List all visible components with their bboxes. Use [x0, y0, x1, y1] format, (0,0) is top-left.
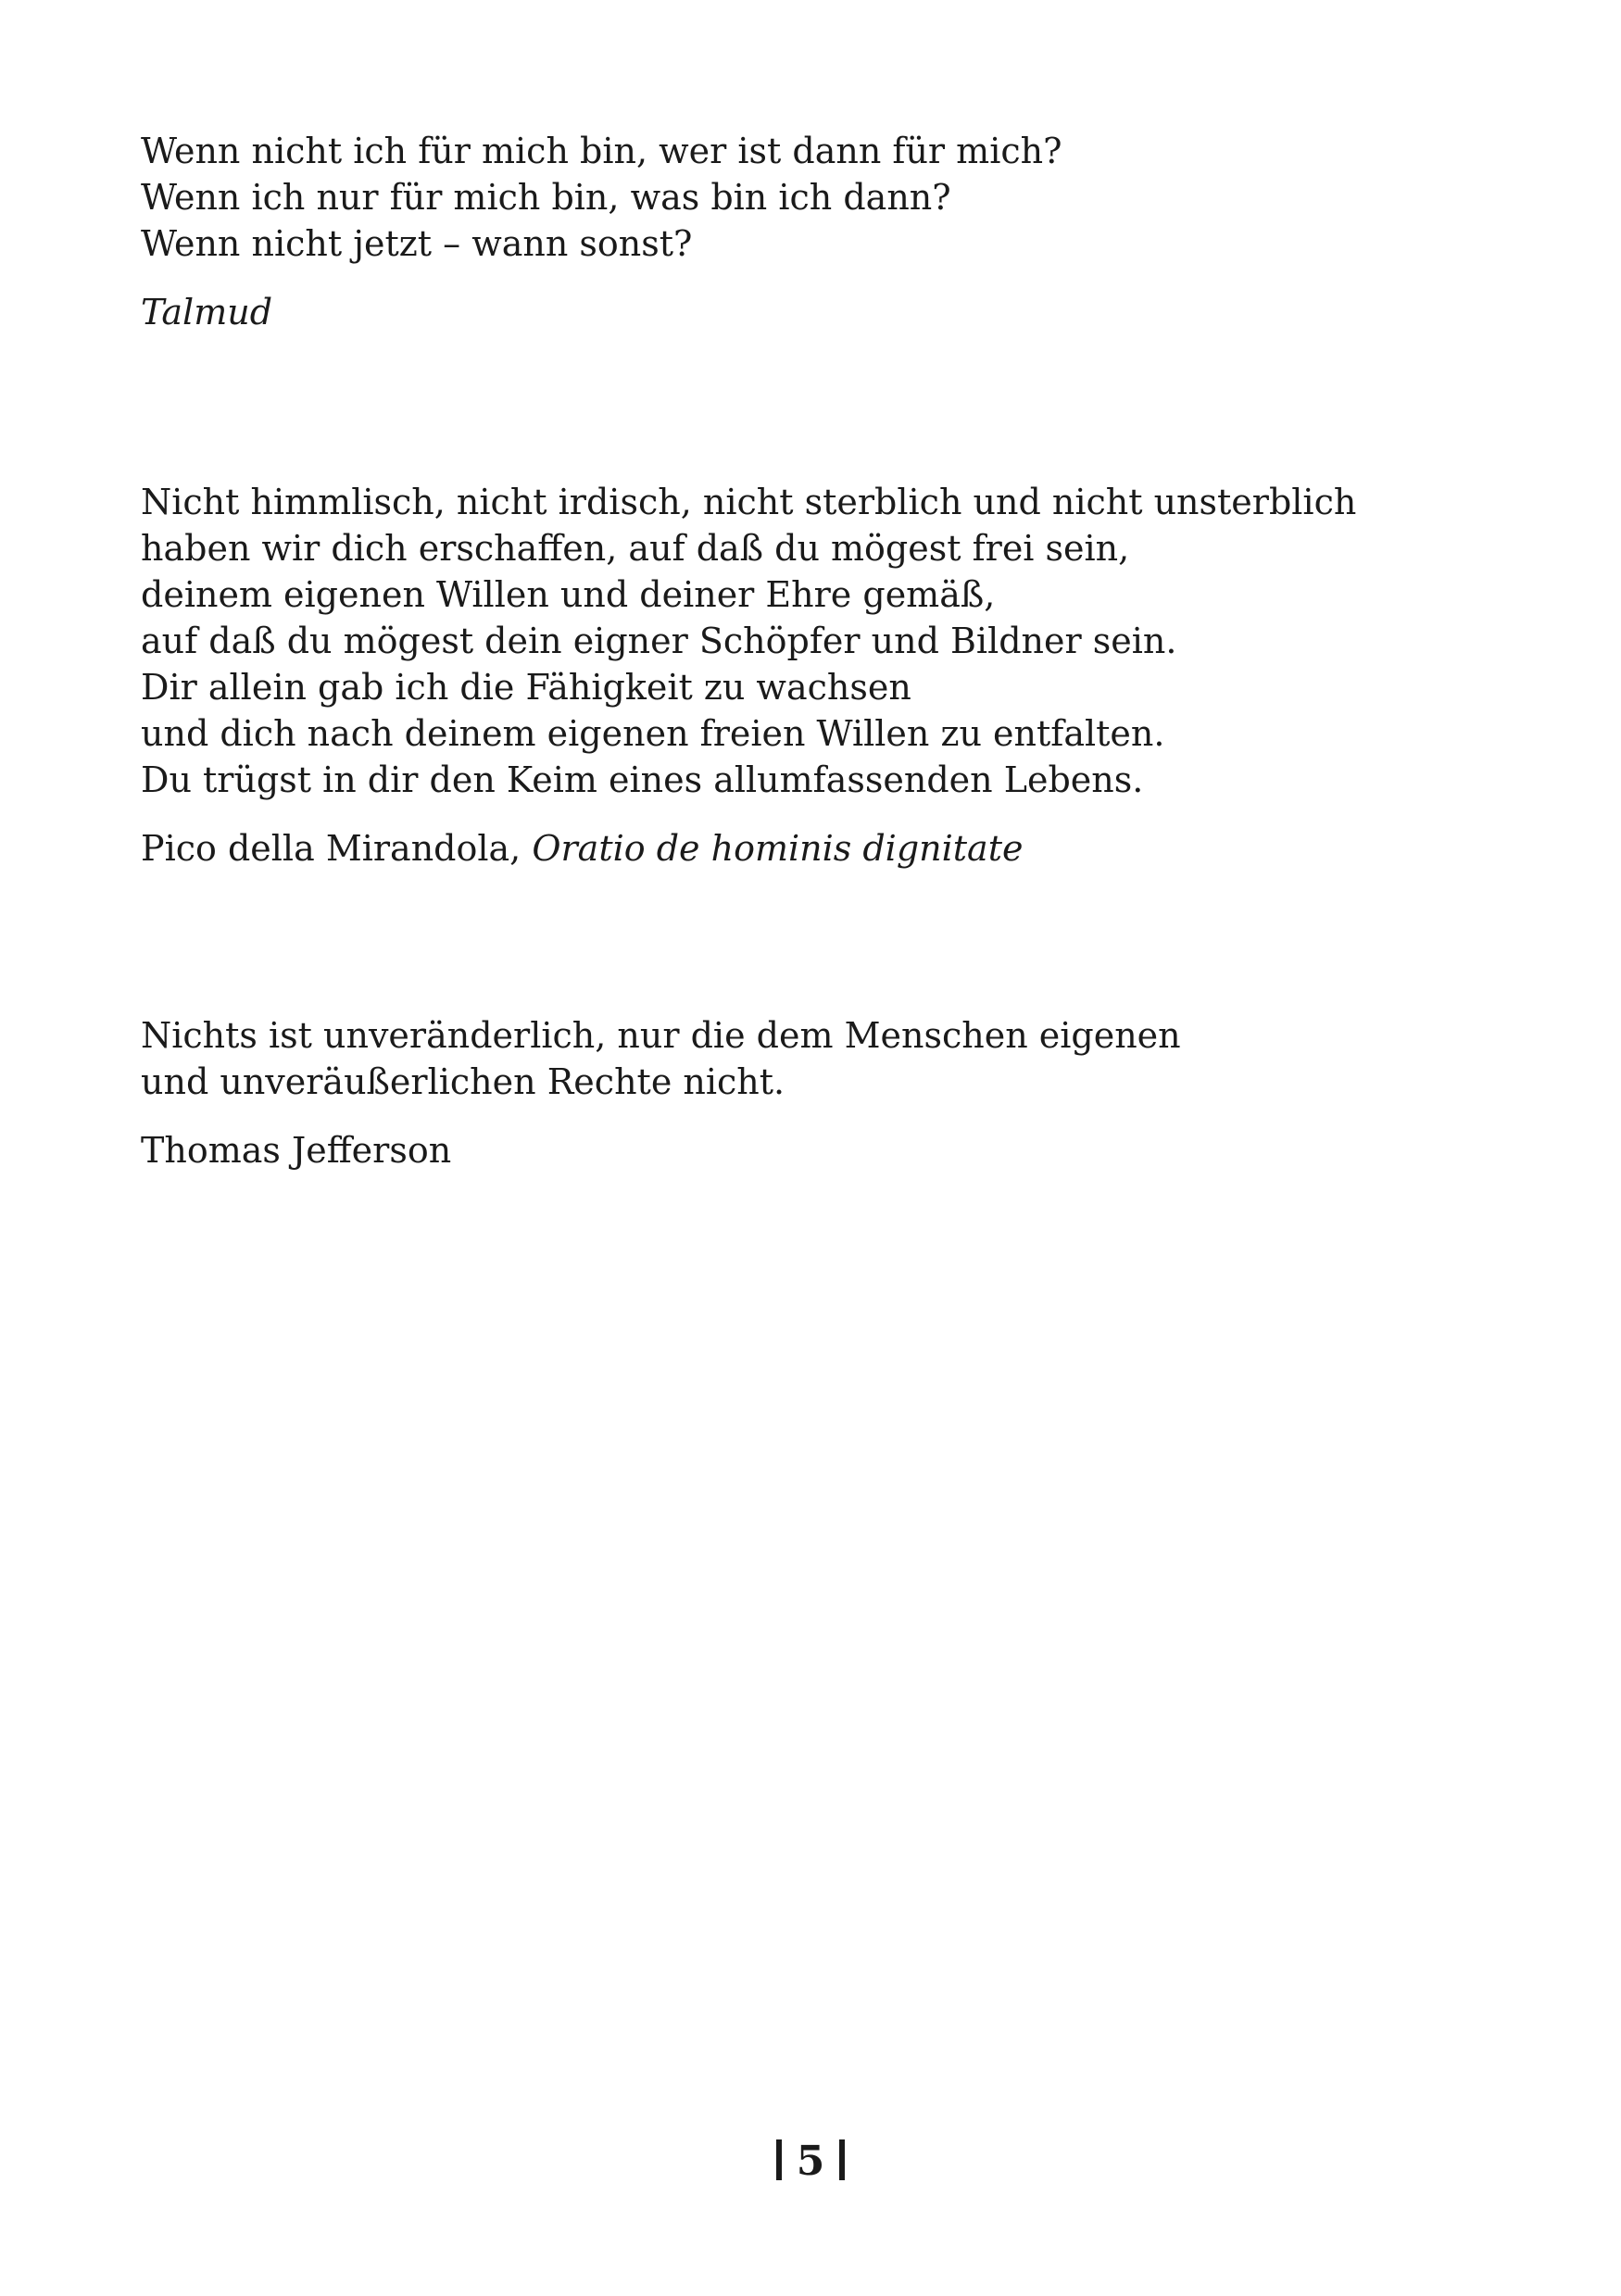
quote-line: Wenn nicht ich für mich bin, wer ist dann für mich? [141, 131, 1062, 171]
page-number-value: 5 [796, 2138, 825, 2185]
quote-line: Du trügst in dir den Keim eines allumfassenden Lebens. [141, 759, 1144, 800]
quote-line: und dich nach deinem eigenen freien Willen zu entfalten. [141, 713, 1165, 754]
quote-talmud [141, 128, 1530, 335]
quote-line: Nicht himmlisch, nicht irdisch, nicht sterblich und nicht unsterblich [141, 482, 1357, 522]
quote-jefferson [141, 1012, 1530, 1173]
page-number [0, 2136, 1621, 2188]
page-number-bar-left [776, 2139, 782, 2180]
quote-source [141, 289, 1530, 335]
source-author: Thomas Jefferson [141, 1130, 452, 1171]
quote-source [141, 1127, 1530, 1173]
source-author: Pico della Mirandola, [141, 828, 533, 869]
page-number-bar-right [839, 2139, 845, 2180]
quote-line: haben wir dich erschaffen, auf daß du mögest frei sein, [141, 528, 1130, 569]
quote-line: Wenn ich nur für mich bin, was bin ich dann? [141, 177, 951, 218]
quote-line: deinem eigenen Willen und deiner Ehre gemäß, [141, 574, 996, 615]
source-title: Oratio de hominis dignitate [532, 828, 1024, 869]
quote-line: Nichts ist unveränderlich, nur die dem Menschen eigenen [141, 1015, 1181, 1056]
quote-lines [141, 128, 1530, 267]
quote-lines [141, 1012, 1530, 1105]
quote-line: und unveräußerlichen Rechte nicht. [141, 1061, 785, 1102]
quote-lines [141, 479, 1530, 803]
quote-pico [141, 479, 1530, 872]
quote-line: Dir allein gab ich die Fähigkeit zu wachsen [141, 667, 911, 708]
quote-source [141, 825, 1530, 872]
quote-line: Wenn nicht jetzt – wann sonst? [141, 223, 693, 264]
quote-line: auf daß du mögest dein eigner Schöpfer und Bildner sein. [141, 621, 1177, 661]
source-title: Talmud [141, 292, 273, 332]
